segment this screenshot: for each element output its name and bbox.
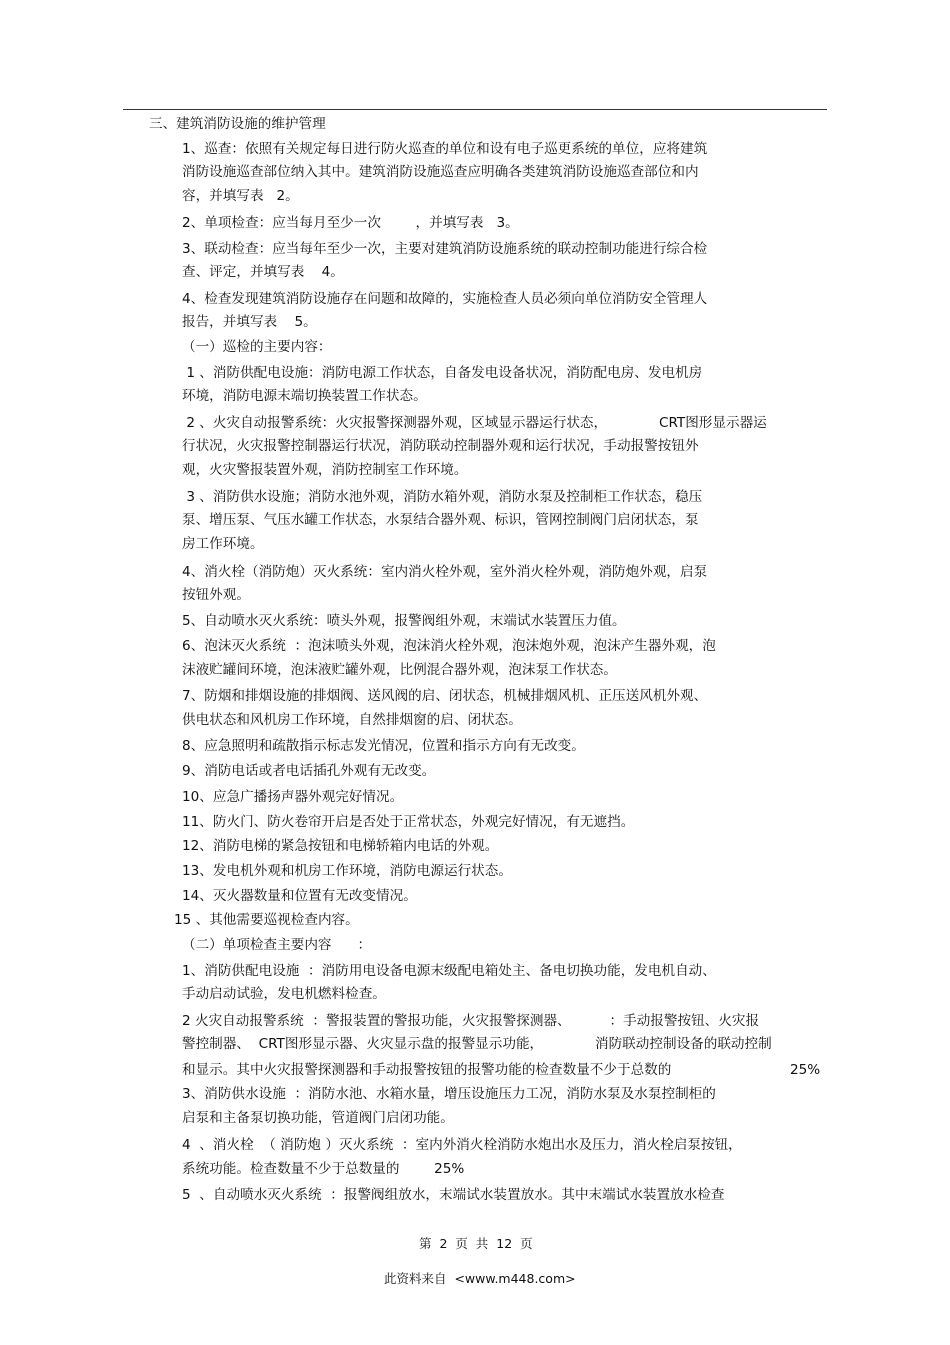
text-line: 系统功能。检查数量不少于总数量的 25% <box>182 1161 465 1177</box>
text-line: 6、泡沫灭火系统 ：泡沫喷头外观，泡沫消火栓外观，泡沫炮外观，泡沫产生器外观，泡 <box>182 638 716 654</box>
section-heading: 三、建筑消防设施的维护管理 <box>149 116 326 132</box>
text-line: 9、消防电话或者电话插孔外观有无改变。 <box>182 763 436 779</box>
header-rule <box>123 109 827 110</box>
text-line: 容，并填写表 2。 <box>182 188 299 204</box>
text-line: 启泵和主备泵切换功能，管道阀门启闭功能。 <box>182 1110 454 1126</box>
text-line: 1、巡查：依照有关规定每日进行防火巡查的单位和设有电子巡更系统的单位，应将建筑 <box>182 141 708 157</box>
subsection-heading: （二）单项检查主要内容 ： <box>182 937 372 953</box>
text-line: 14、灭火器数量和位置有无改变情况。 <box>182 888 417 904</box>
text-line: 5、自动喷水灭火系统：喷头外观，报警阀组外观，末端试水装置压力值。 <box>182 613 626 629</box>
text-line: 2 、火灾自动报警系统：火灾报警探测器外观，区域显示器运行状态， CRT图形显示器运 <box>182 415 767 431</box>
text-line: 4 、消火栓 （ 消防炮 ）灭火系统 ：室内外消火栓消防水炮出水及压力，消火栓启泵按钮， <box>182 1137 742 1153</box>
text-line: 15 、其他需要巡视检查内容。 <box>174 912 359 928</box>
text-line: 观，火灾警报装置外观，消防控制室工作环境。 <box>182 462 468 478</box>
text-line: 行状况，火灾报警控制器运行状况，消防联动控制器外观和运行状况，手动报警按钮外 <box>182 438 699 454</box>
text-line: 沫液贮罐间环境，泡沫液贮罐外观，比例混合器外观，泡沫泵工作状态。 <box>182 662 617 678</box>
text-line: 按钮外观。 <box>182 587 250 603</box>
text-line: 3 、消防供水设施；消防水池外观，消防水箱外观，消防水泵及控制柜工作状态，稳压 <box>182 489 703 505</box>
text-line: 2 火灾自动报警系统 ：警报装置的警报功能，火灾报警探测器、 ：手动报警按钮、火灾报 <box>182 1013 760 1029</box>
text-line: 查、评定，并填写表 4。 <box>182 264 344 280</box>
text-line: 泵、增压泵、气压水罐工作状态，水泵结合器外观、标识，管网控制阀门启闭状态，泵 <box>182 512 699 528</box>
page-number: 第 2 页 共 12 页 <box>419 1236 533 1251</box>
text-line: 和显示。其中火灾报警探测器和手动报警按钮的报警功能的检查数量不少于总数的 <box>182 1062 672 1078</box>
text-line: 4、检查发现建筑消防设施存在问题和故障的，实施检查人员必须向单位消防安全管理人 <box>182 291 708 307</box>
source-note: 此资料来自 <www.m448.com> <box>384 1271 576 1286</box>
text-line: 1 、消防供配电设施：消防电源工作状态，自备发电设备状况，消防配电房、发电机房 <box>182 365 703 381</box>
text-line: 消防设施巡查部位纳入其中。建筑消防设施巡查应明确各类建筑消防设施巡查部位和内 <box>182 164 699 180</box>
text-line-percent: 25% <box>790 1062 821 1078</box>
text-line: 报告，并填写表 5。 <box>182 314 317 330</box>
text-line: 供电状态和风机房工作环境，自然排烟窗的启、闭状态。 <box>182 712 522 728</box>
text-line: 8、应急照明和疏散指示标志发光情况，位置和指示方向有无改变。 <box>182 738 585 754</box>
text-line: 13、发电机外观和机房工作环境，消防电源运行状态。 <box>182 863 512 879</box>
text-line: 警控制器、 CRT图形显示器、火灾显示盘的报警显示功能， 消防联动控制设备的联动控制 <box>182 1036 772 1052</box>
text-line: 4、消火栓（消防炮）灭火系统：室内消火栓外观，室外消火栓外观，消防炮外观，启泵 <box>182 564 708 580</box>
text-line: 3、联动检查：应当每年至少一次，主要对建筑消防设施系统的联动控制功能进行综合检 <box>182 241 708 257</box>
text-line: 12、消防电梯的紧急按钮和电梯轿箱内电话的外观。 <box>182 838 499 854</box>
text-line: 环境，消防电源末端切换装置工作状态。 <box>182 388 427 404</box>
text-line: 手动启动试验，发电机燃料检查。 <box>182 986 386 1002</box>
text-line: 5 、自动喷水灭火系统 ：报警阀组放水，末端试水装置放水。其中末端试水装置放水检查 <box>182 1187 725 1203</box>
subsection-heading: （一）巡检的主要内容： <box>182 339 332 355</box>
text-line: 10、应急广播扬声器外观完好情况。 <box>182 789 404 805</box>
text-line: 7、防烟和排烟设施的排烟阀、送风阀的启、闭状态，机械排烟风机、正压送风机外观、 <box>182 688 708 704</box>
text-line: 2、单项检查：应当每月至少一次 ，并填写表 3。 <box>182 215 519 231</box>
text-line: 11、防火门、防火卷帘开启是否处于正常状态，外观完好情况，有无遮挡。 <box>182 814 635 830</box>
text-line: 1、消防供配电设施 ：消防用电设备电源末级配电箱处主、备电切换功能，发电机自动、 <box>182 963 716 979</box>
text-line: 房工作环境。 <box>182 536 264 552</box>
text-line: 3、消防供水设施 ：消防水池、水箱水量，增压设施压力工况，消防水泵及水泵控制柜的 <box>182 1086 716 1102</box>
